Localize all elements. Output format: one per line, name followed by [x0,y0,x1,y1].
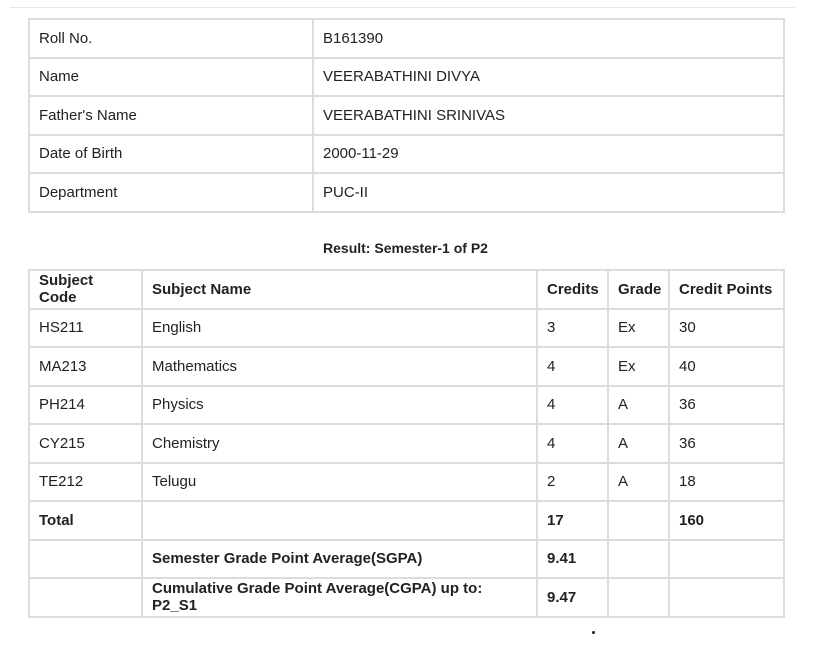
info-label: Name [29,58,313,97]
cgpa-value: 9.47 [537,578,608,617]
sgpa-value: 9.41 [537,540,608,579]
result-title: Result: Semester-1 of P2 [323,240,488,256]
info-label: Father's Name [29,96,313,135]
subject-code: CY215 [29,424,142,463]
empty-cell [608,540,669,579]
subject-name: Chemistry [142,424,537,463]
subject-name: Telugu [142,463,537,502]
total-credits: 17 [537,501,608,540]
grade: A [608,424,669,463]
student-info-table [28,18,785,213]
credits: 4 [537,424,608,463]
credit-points: 18 [669,463,784,502]
table-row [29,135,784,174]
table-row [29,386,784,425]
grade: Ex [608,347,669,386]
info-value: VEERABATHINI DIVYA [313,58,784,97]
credits: 4 [537,386,608,425]
info-label: Roll No. [29,19,313,58]
empty-cell [29,578,142,617]
info-label: Date of Birth [29,135,313,174]
subject-code: MA213 [29,347,142,386]
stray-dot [592,631,595,634]
table-row [29,463,784,502]
empty-cell [669,540,784,579]
info-label: Department [29,173,313,212]
grades-table [28,269,785,618]
empty-cell [29,540,142,579]
grade: A [608,463,669,502]
table-row [29,58,784,97]
header-credits: Credits [537,270,608,309]
sgpa-label: Semester Grade Point Average(SGPA) [142,540,537,579]
top-divider [10,7,795,8]
cgpa-label: Cumulative Grade Point Average(CGPA) up to: P2_S1 [142,578,537,617]
info-value: 2000-11-29 [313,135,784,174]
credits: 4 [537,347,608,386]
total-row [29,501,784,540]
header-subject-name: Subject Name [142,270,537,309]
credits: 2 [537,463,608,502]
credits: 3 [537,309,608,348]
sgpa-row [29,540,784,579]
table-row [29,309,784,348]
table-row [29,96,784,135]
credit-points: 36 [669,386,784,425]
header-subject-code: Subject Code [29,270,142,309]
subject-code: PH214 [29,386,142,425]
credit-points: 40 [669,347,784,386]
empty-cell [669,578,784,617]
subject-code: TE212 [29,463,142,502]
table-row [29,19,784,58]
subject-name: Physics [142,386,537,425]
subject-name: English [142,309,537,348]
info-value: B161390 [313,19,784,58]
total-label: Total [29,501,142,540]
subject-name: Mathematics [142,347,537,386]
info-value: VEERABATHINI SRINIVAS [313,96,784,135]
info-value: PUC-II [313,173,784,212]
grade: A [608,386,669,425]
grade: Ex [608,309,669,348]
header-credit-points: Credit Points [669,270,784,309]
total-credit-points: 160 [669,501,784,540]
empty-cell [608,578,669,617]
subject-code: HS211 [29,309,142,348]
table-row [29,173,784,212]
credit-points: 36 [669,424,784,463]
cgpa-row [29,578,784,617]
header-grade: Grade [608,270,669,309]
empty-cell [608,501,669,540]
credit-points: 30 [669,309,784,348]
table-row [29,347,784,386]
empty-cell [142,501,537,540]
table-header-row [29,270,784,309]
table-row [29,424,784,463]
